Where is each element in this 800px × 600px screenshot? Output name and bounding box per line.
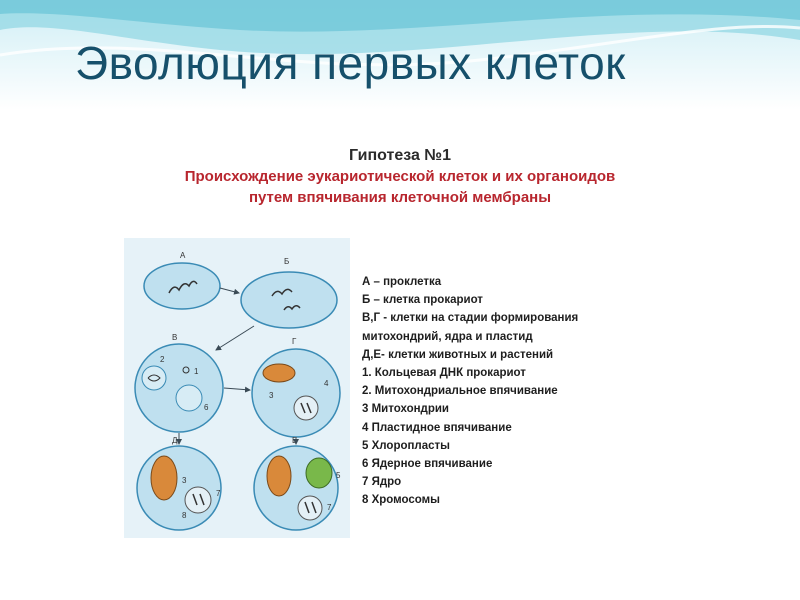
cell-g bbox=[252, 349, 340, 437]
cell-v-nuclear-invagination bbox=[176, 385, 202, 411]
legend-item: 3 Митохондрии bbox=[362, 403, 450, 416]
cell-d bbox=[137, 446, 221, 530]
legend-item: А – проклетка bbox=[362, 276, 442, 288]
legend-item: 1. Кольцевая ДНК прокариот bbox=[362, 367, 526, 380]
cell-d-nucleus bbox=[185, 487, 211, 513]
cell-d-mitochondrion bbox=[151, 456, 177, 500]
legend-item: Б – клетка прокариот bbox=[362, 294, 483, 307]
cell-e-mitochondrion bbox=[267, 456, 291, 496]
num-6: 6 bbox=[204, 403, 209, 412]
legend bbox=[362, 273, 578, 510]
legend-item: 6 Ядерное впячивание bbox=[362, 458, 493, 471]
num-7-e: 7 bbox=[327, 503, 332, 512]
slide-title: Эволюция первых клеток bbox=[75, 37, 626, 89]
label-b: Б bbox=[284, 257, 290, 266]
num-1: 1 bbox=[194, 367, 199, 376]
cell-v-mito-invagination bbox=[142, 366, 166, 390]
legend-item: В,Г - клетки на стадии формирования bbox=[362, 312, 579, 325]
num-5: 5 bbox=[336, 471, 341, 480]
label-e: Е bbox=[292, 436, 298, 445]
num-4: 4 bbox=[324, 379, 329, 388]
hypothesis-title: Гипотеза №1 bbox=[348, 147, 452, 164]
num-8-d: 8 bbox=[182, 511, 187, 520]
hypothesis-line-1: Происхождение эукариотической клеток и их органоидов bbox=[184, 168, 616, 185]
cell-e bbox=[254, 446, 338, 530]
cell-b bbox=[241, 272, 337, 328]
cell-evolution-figure bbox=[124, 238, 350, 538]
legend-item: 7 Ядро bbox=[362, 476, 402, 489]
label-a: А bbox=[180, 251, 186, 260]
cell-e-nucleus bbox=[298, 496, 322, 520]
num-3-d: 3 bbox=[182, 476, 187, 485]
legend-item: 5 Хлоропласты bbox=[362, 439, 450, 452]
cell-g-mitochondrion bbox=[263, 364, 295, 382]
cell-e-chloroplast bbox=[306, 458, 332, 488]
hypothesis-line-2: путем впячивания клеточной мембраны bbox=[248, 189, 552, 206]
legend-item: 8 Хромосомы bbox=[362, 494, 440, 507]
num-3: 3 bbox=[269, 391, 274, 400]
legend-item: 4 Пластидное впячивание bbox=[362, 421, 512, 434]
cell-g-nucleus bbox=[294, 396, 318, 420]
num-2: 2 bbox=[160, 355, 165, 364]
legend-item: 2. Митохондриальное впячивание bbox=[362, 385, 558, 398]
num-7-d: 7 bbox=[216, 489, 221, 498]
legend-item: Д,Е- клетки животных и растений bbox=[362, 348, 554, 361]
label-g: Г bbox=[292, 337, 297, 346]
label-d: Д bbox=[172, 436, 178, 445]
legend-item: митохондрий, ядра и пластид bbox=[362, 330, 533, 343]
label-v: В bbox=[172, 333, 178, 342]
